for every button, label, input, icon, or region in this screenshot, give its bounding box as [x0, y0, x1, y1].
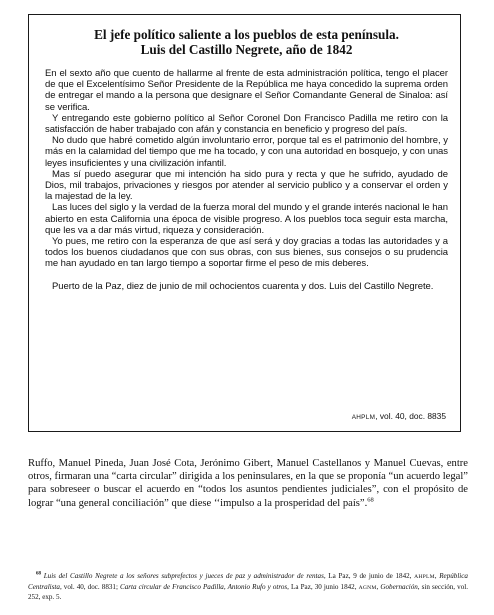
source-archive: AHPLM	[351, 414, 376, 421]
footnote-number: 68	[36, 571, 41, 577]
letter-title-line-2: Luis del Castillo Negrete, año de 1842	[140, 42, 353, 57]
letter-title	[45, 27, 448, 57]
footnote-text: , La Paz, 9 de junio de 1842,	[323, 572, 415, 580]
footnote-reference: 68	[367, 496, 374, 504]
letter-paragraph: Las luces del siglo y la verdad de la fuerza moral del mundo y el grande interés nacional le han abierto en esta California una época de visible progreso. A los pueblos toca seguir esta marcha, que les va a dar más virtud, riqueza y consideración.	[45, 202, 448, 236]
footnote-work: República Centralista	[28, 572, 468, 591]
footnote-text: , vol. 40, doc. 8831;	[59, 582, 121, 591]
source-reference: , vol. 40, doc. 8835	[375, 411, 446, 421]
footnote	[28, 572, 468, 603]
body-paragraph	[28, 457, 468, 510]
letter-box	[28, 14, 461, 432]
letter-paragraph: Y entregando este gobierno político al Señor Coronel Don Francisco Padilla me retiro con la satisfacción de haber trabajado con afán y constancia en beneficio y progreso del país.	[45, 112, 448, 136]
letter-paragraph: Mas sí puedo asegurar que mi intención ha sido pura y recta y que he sufrido, ayudado de Dios, mil trabajos, privaciones y riesgos por atender al servicio publico y a conservar el orden y la majestad de la ley.	[45, 168, 448, 203]
footnote-text: , La Paz, 30 junio 1842,	[287, 582, 359, 591]
letter-closing: Puerto de la Paz, diez de junio de mil ochocientos cuarenta y dos. Luis del Castillo Negrete.	[52, 280, 434, 292]
footnote-text: ,	[376, 582, 381, 591]
letter-body	[45, 68, 448, 292]
footnote-text: , sin sección, vol. 252, exp. 5.	[28, 582, 468, 602]
letter-paragraph: En el sexto año que cuento de hallarme al frente de esta administración política, tengo el placer de que el Excelentísimo Señor Presidente de la República me haya concedido la suprema orden de entregar el mando a la persona que designare el Señor Comandante General de Sinaloa: así se verifica.	[45, 68, 448, 113]
footnote-title: Luis del Castillo Negrete a los señores subprefectos y jueces de paz y administrador de rentas	[43, 572, 324, 580]
letter-paragraph: Yo pues, me retiro con la esperanza de que así será y doy gracias a todas las autoridades y a todos los buenos ciudadanos que con sus obras, con sus bienes, sus consejos o su prudencia me han ayudado en tan largo tiempo a soportar firme el peso de mis deberes.	[45, 236, 448, 270]
footnote-work: Gobernación	[380, 582, 418, 591]
source-citation	[352, 411, 446, 421]
footnote-work: Carta circular de Francisco Padilla, Antonio Rufo y otros	[120, 582, 288, 591]
footnote-text: ,	[434, 572, 440, 580]
letter-paragraph: No dudo que habré cometido algún involuntario error, porque tal es el patrimonio del hombre, y más en la calamidad del tiempo que me ha tocado, y con una autoridad en bosquejo, y con unas leyes insuficientes y una civilización infantil.	[45, 135, 448, 169]
footnote-archive: AGNM	[358, 584, 377, 591]
body-text: Ruffo, Manuel Pineda, Juan José Cota, Jerónimo Gibert, Manuel Castellanos y Manuel Cuevas, entre otros, firmaran una “carta circular” dirigida a los peninsulares, en la que se proponía “un acuerdo legal” para sobreseer o buscar el acuerdo en “todos los asuntos pendientes judiciales”, con el propósito de lograr “una general conciliación” que diese ‘‘impulso a la prosperidad del país”.	[28, 458, 468, 509]
footnote-archive: AHPLM	[414, 574, 435, 580]
letter-title-line-1: El jefe político saliente a los pueblos de esta península.	[94, 27, 399, 42]
